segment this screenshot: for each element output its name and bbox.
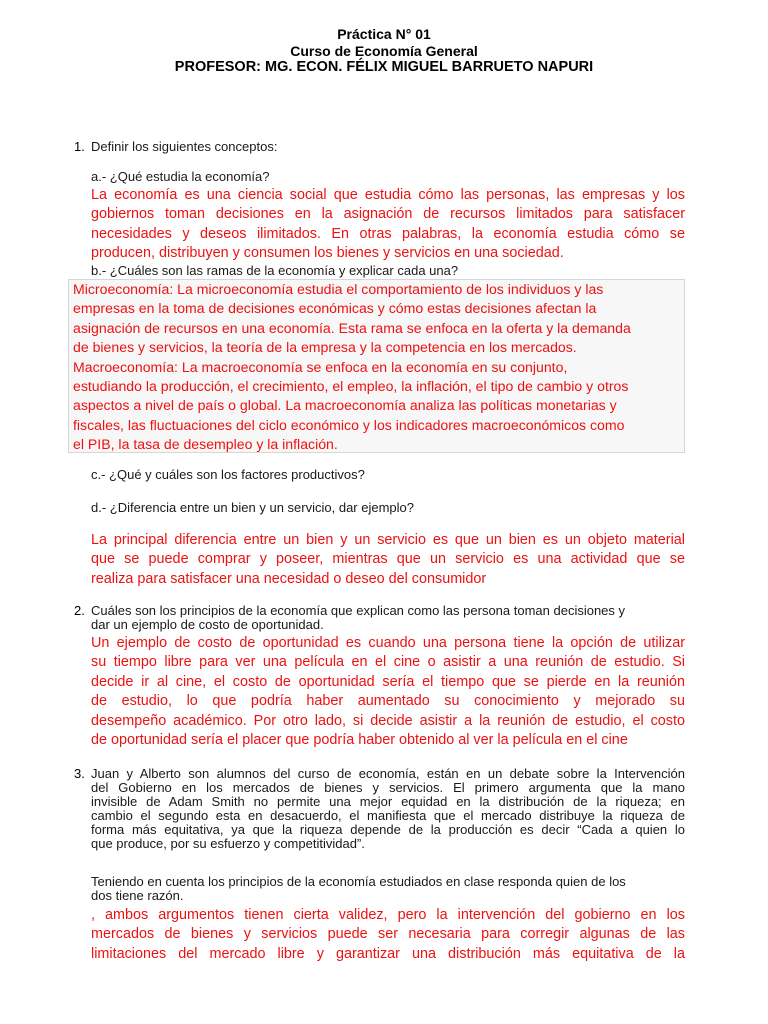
answer-line: aspectos a nivel de país o global. La macroeconomía analiza las políticas monetarias y [73, 397, 617, 414]
question-2-number: 2. [74, 603, 85, 618]
answer-line: de bienes y servicios, la teoría de la empresa y la competencia en los mercados. [73, 339, 577, 356]
answer-line: necesidades y deseos ilimitados. En otras palabras, la economía estudia cómo se [91, 225, 685, 242]
question-line: Teniendo en cuenta los principios de la economía estudiados en clase responda quien de los [91, 874, 626, 889]
question-line: del Gobierno en los mercados de bienes y servicios. El primero argumenta que la mano [91, 780, 685, 795]
question-line: forma más equitativa, ya que la riqueza depende de la producción es decir “Cada a quien lo [91, 822, 685, 837]
question-2-text [91, 604, 685, 632]
answer-line: limitaciones del mercado libre y garantizar una distribución más equitativa de la [91, 945, 685, 962]
answer-line: realiza para satisfacer una necesidad o deseo del consumidor [91, 570, 487, 587]
answer-1d [91, 531, 685, 589]
question-3-text [91, 767, 685, 851]
answer-line: asignación de recursos en una economía. Esta rama se enfoca en la oferta y la demanda [73, 319, 631, 336]
answer-line: gobiernos toman decisiones en la asignación de recursos limitados para satisfacer [91, 206, 685, 223]
answer-line: de oportunidad sería el placer que podría haber obtenido al ver la película en el cine [91, 732, 628, 749]
course-name: Curso de Economía General [290, 43, 478, 59]
answer-line: que se puede comprar y poseer, mientras que un servicio es una actividad que se [91, 551, 685, 568]
question-1-number: 1. [74, 139, 85, 154]
answer-1a [91, 186, 685, 264]
answer-line: Un ejemplo de costo de oportunidad es cuando una persona tiene la opción de utilizar [91, 635, 685, 651]
answer-line: Macroeconomía: La macroeconomía se enfoca en la economía en su conjunto, [73, 358, 568, 375]
question-1a-text: a.- ¿Qué estudia la economía? [91, 169, 270, 184]
question-1d-text: d.- ¿Diferencia entre un bien y un servicio, dar ejemplo? [91, 500, 414, 515]
answer-line: , ambos argumentos tienen cierta validez, pero la intervención del gobierno en los [91, 907, 685, 923]
question-line: dar un ejemplo de costo de oportunidad. [91, 617, 324, 632]
question-line: Juan y Alberto son alumnos del curso de economía, están en un debate sobre la Intervención [91, 766, 685, 781]
doc-title: Práctica N° 01 [337, 26, 431, 42]
answer-line: fiscales, las fluctuaciones del ciclo económico y los indicadores macroeconómicos como [73, 416, 625, 433]
question-1c-text: c.- ¿Qué y cuáles son los factores productivos? [91, 467, 365, 482]
question-line: que produce, por su esfuerzo y competitividad”. [91, 836, 365, 851]
answer-line: La economía es una ciencia social que estudia cómo las personas, las empresas y los [91, 187, 685, 203]
answer-line: empresas en la toma de decisiones económicas y cómo estas decisiones afectan la [73, 300, 597, 317]
answer-line: el PIB, la tasa de desempleo y la inflación. [73, 436, 338, 453]
question-line: dos tiene razón. [91, 888, 184, 903]
answer-3 [91, 906, 685, 964]
answer-line: mercados de bienes y servicios puede ser necesaria para corregir algunas de las [91, 926, 685, 943]
answer-1b [73, 280, 685, 455]
answer-line: La principal diferencia entre un bien y un servicio es que un bien es un objeto material [91, 532, 685, 548]
answer-line: su tiempo libre para ver una película en el cine o asistir a una reunión de estudio. Si [91, 654, 685, 671]
answer-line: desempeño académico. Por otro lado, si decide asistir a la reunión de estudio, el costo [91, 712, 685, 729]
question-3-instruction [91, 875, 685, 903]
answer-2 [91, 634, 685, 750]
answer-line: producen, distribuyen y consumen los bienes y servicios en una sociedad. [91, 245, 564, 262]
answer-line: de estudio, lo que podría haber aumentado su conocimiento y mejorado su [91, 693, 685, 710]
answer-line: decide ir al cine, el costo de oportunidad sería el tiempo que se pierde en la reunión [91, 673, 685, 690]
question-3-number: 3. [74, 766, 85, 781]
question-line: Cuáles son los principios de la economía que explican como las persona toman decisiones y [91, 603, 626, 618]
answer-line: Microeconomía: La microeconomía estudia el comportamiento de los individuos y las [73, 281, 604, 297]
professor-name: PROFESOR: MG. ECON. FÉLIX MIGUEL BARRUETO NAPURI [174, 59, 594, 75]
answer-line: estudiando la producción, el crecimiento, el empleo, la inflación, el tipo de cambio y otros [73, 378, 629, 395]
question-1b-text: b.- ¿Cuáles son las ramas de la economía y explicar cada una? [91, 263, 459, 278]
question-line: invisible de Adam Smith no permite una mejor equidad en la distribución de la riqueza; en [91, 794, 685, 809]
question-line: cambio el segundo esta en desacuerdo, el manifiesta que el mercado distribuye la riqueza de [91, 808, 685, 823]
question-1-text: Definir los siguientes conceptos: [91, 139, 278, 154]
